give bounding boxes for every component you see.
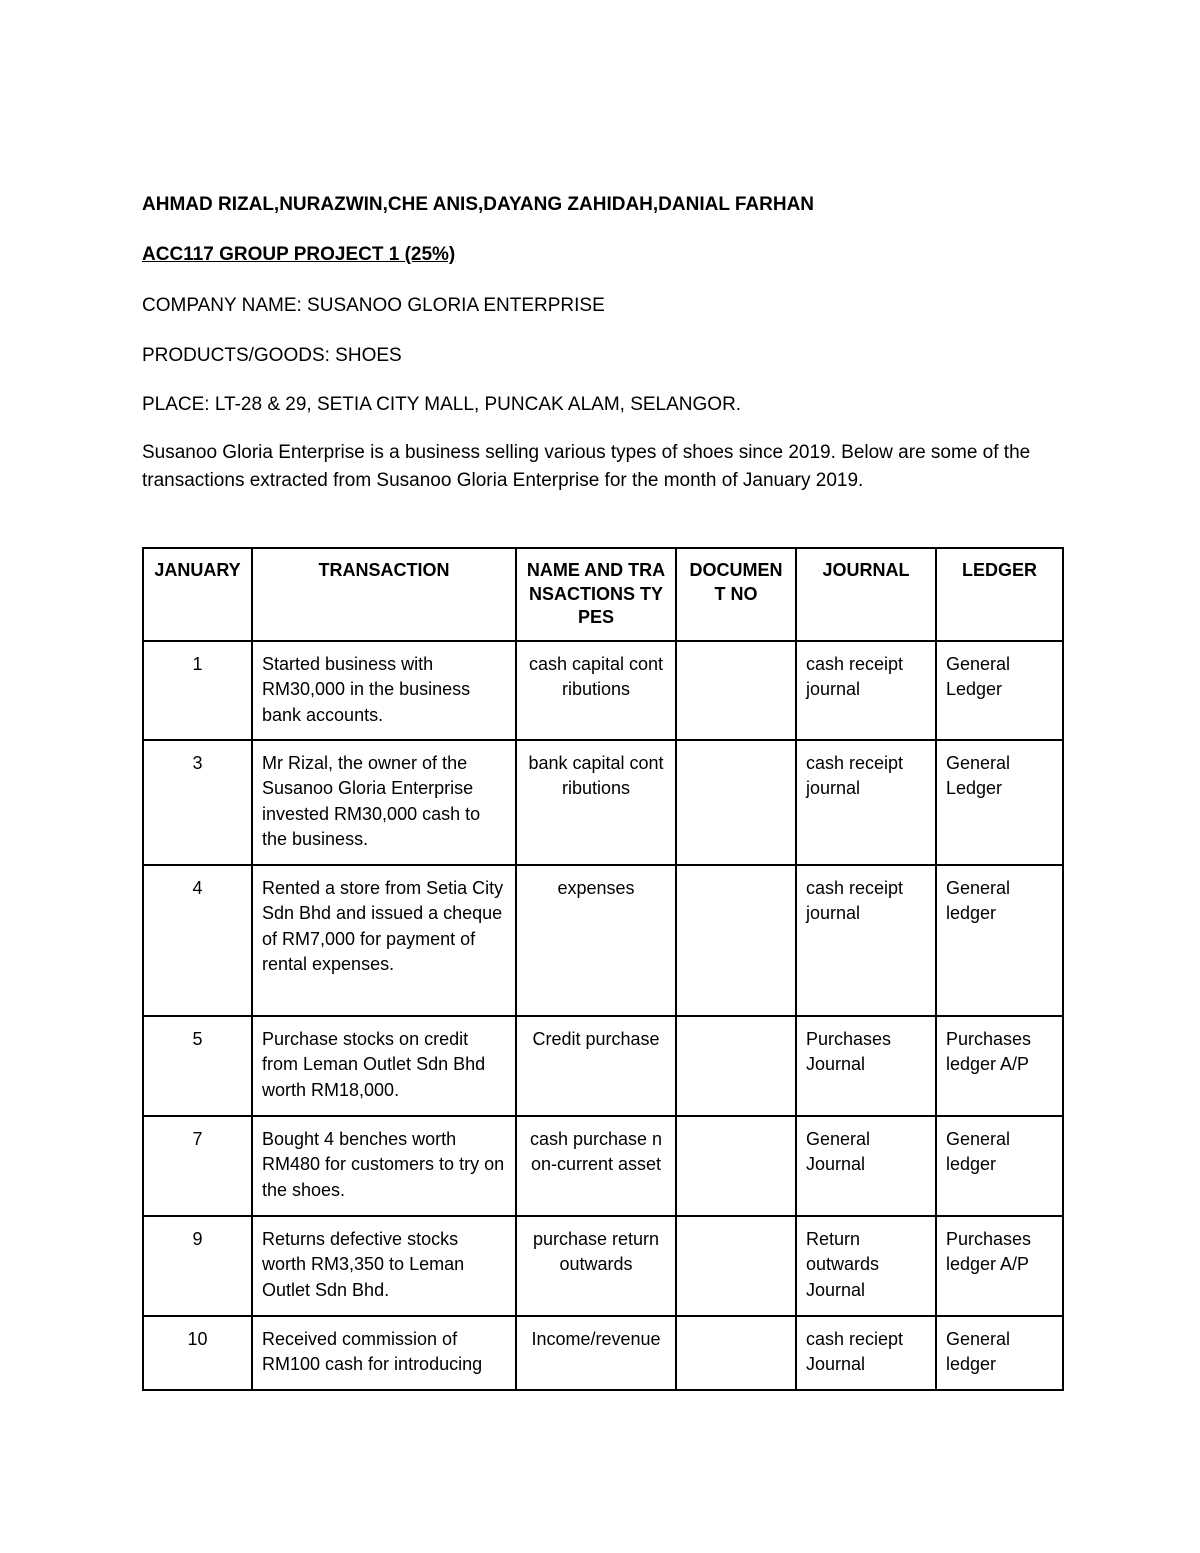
project-title: ACC117 GROUP PROJECT 1 (25%) [142, 244, 456, 265]
intro-paragraph: Susanoo Gloria Enterprise is a business selling various types of shoes since 2019. Below are some of the transactions extracted from Susanoo Gloria Enterprise for the month of January 2019. [142, 442, 1031, 491]
table-row [143, 1316, 1063, 1390]
cell-ledger: General ledger [936, 865, 1063, 1016]
table-row [143, 740, 1063, 865]
column-header-ledger: LEDGER [936, 548, 1063, 641]
cell-document-no [676, 641, 796, 740]
cell-date: 1 [143, 641, 252, 740]
cell-date: 10 [143, 1316, 252, 1390]
cell-document-no [676, 1316, 796, 1390]
authors-line: AHMAD RIZAL,NURAZWIN,CHE ANIS,DAYANG ZAHIDAH,DANIAL FARHAN [142, 194, 815, 215]
column-header-journal: JOURNAL [796, 548, 936, 641]
cell-document-no [676, 1216, 796, 1316]
cell-journal: Return outwards Journal [796, 1216, 936, 1316]
table-header-row [143, 548, 1063, 641]
cell-ledger: Purchases ledger A/P [936, 1016, 1063, 1116]
cell-transaction: Purchase stocks on credit from Leman Outlet Sdn Bhd worth RM18,000. [252, 1016, 516, 1116]
cell-transaction-type: cash purchase non-current asset [516, 1116, 676, 1216]
cell-ledger: General Ledger [936, 641, 1063, 740]
cell-document-no [676, 865, 796, 1016]
products-goods: PRODUCTS/GOODS: SHOES [142, 345, 402, 366]
cell-journal: General Journal [796, 1116, 936, 1216]
cell-journal: cash reciept Journal [796, 1316, 936, 1390]
table-row [143, 641, 1063, 740]
cell-date: 9 [143, 1216, 252, 1316]
cell-transaction: Received commission of RM100 cash for introducing [252, 1316, 516, 1390]
column-header-january: JANUARY [143, 548, 252, 641]
cell-journal: cash receipt journal [796, 865, 936, 1016]
cell-ledger: General ledger [936, 1316, 1063, 1390]
cell-document-no [676, 740, 796, 865]
cell-transaction: Returns defective stocks worth RM3,350 to Leman Outlet Sdn Bhd. [252, 1216, 516, 1316]
cell-journal: cash receipt journal [796, 740, 936, 865]
cell-ledger: General Ledger [936, 740, 1063, 865]
cell-transaction: Rented a store from Setia City Sdn Bhd and issued a cheque of RM7,000 for payment of rental expenses. [252, 865, 516, 1016]
column-header-transaction: TRANSACTION [252, 548, 516, 641]
cell-ledger: General ledger [936, 1116, 1063, 1216]
cell-date: 3 [143, 740, 252, 865]
cell-date: 7 [143, 1116, 252, 1216]
cell-date: 5 [143, 1016, 252, 1116]
cell-transaction-type: Credit purchase [516, 1016, 676, 1116]
table-row [143, 865, 1063, 1016]
cell-transaction: Mr Rizal, the owner of the Susanoo Gloria Enterprise invested RM30,000 cash to the business. [252, 740, 516, 865]
cell-transaction-type: Income/revenue [516, 1316, 676, 1390]
company-name: COMPANY NAME: SUSANOO GLORIA ENTERPRISE [142, 295, 605, 316]
cell-transaction-type: cash capital contributions [516, 641, 676, 740]
cell-date: 4 [143, 865, 252, 1016]
cell-transaction-type: expenses [516, 865, 676, 1016]
cell-transaction: Bought 4 benches worth RM480 for customers to try on the shoes. [252, 1116, 516, 1216]
cell-document-no [676, 1016, 796, 1116]
cell-transaction: Started business with RM30,000 in the business bank accounts. [252, 641, 516, 740]
table-row [143, 1116, 1063, 1216]
cell-transaction-type: bank capital contributions [516, 740, 676, 865]
cell-journal: Purchases Journal [796, 1016, 936, 1116]
column-header-document-no: DOCUMENT NO [676, 548, 796, 641]
table-row [143, 1216, 1063, 1316]
table-row [143, 1016, 1063, 1116]
cell-transaction-type: purchase return outwards [516, 1216, 676, 1316]
column-header-name-and-types: NAME AND TRANSACTIONS TYPES [516, 548, 676, 641]
transactions-table [142, 547, 1064, 1391]
cell-journal: cash receipt journal [796, 641, 936, 740]
place-line: PLACE: LT-28 & 29, SETIA CITY MALL, PUNCAK ALAM, SELANGOR. [142, 394, 742, 415]
cell-document-no [676, 1116, 796, 1216]
cell-ledger: Purchases ledger A/P [936, 1216, 1063, 1316]
